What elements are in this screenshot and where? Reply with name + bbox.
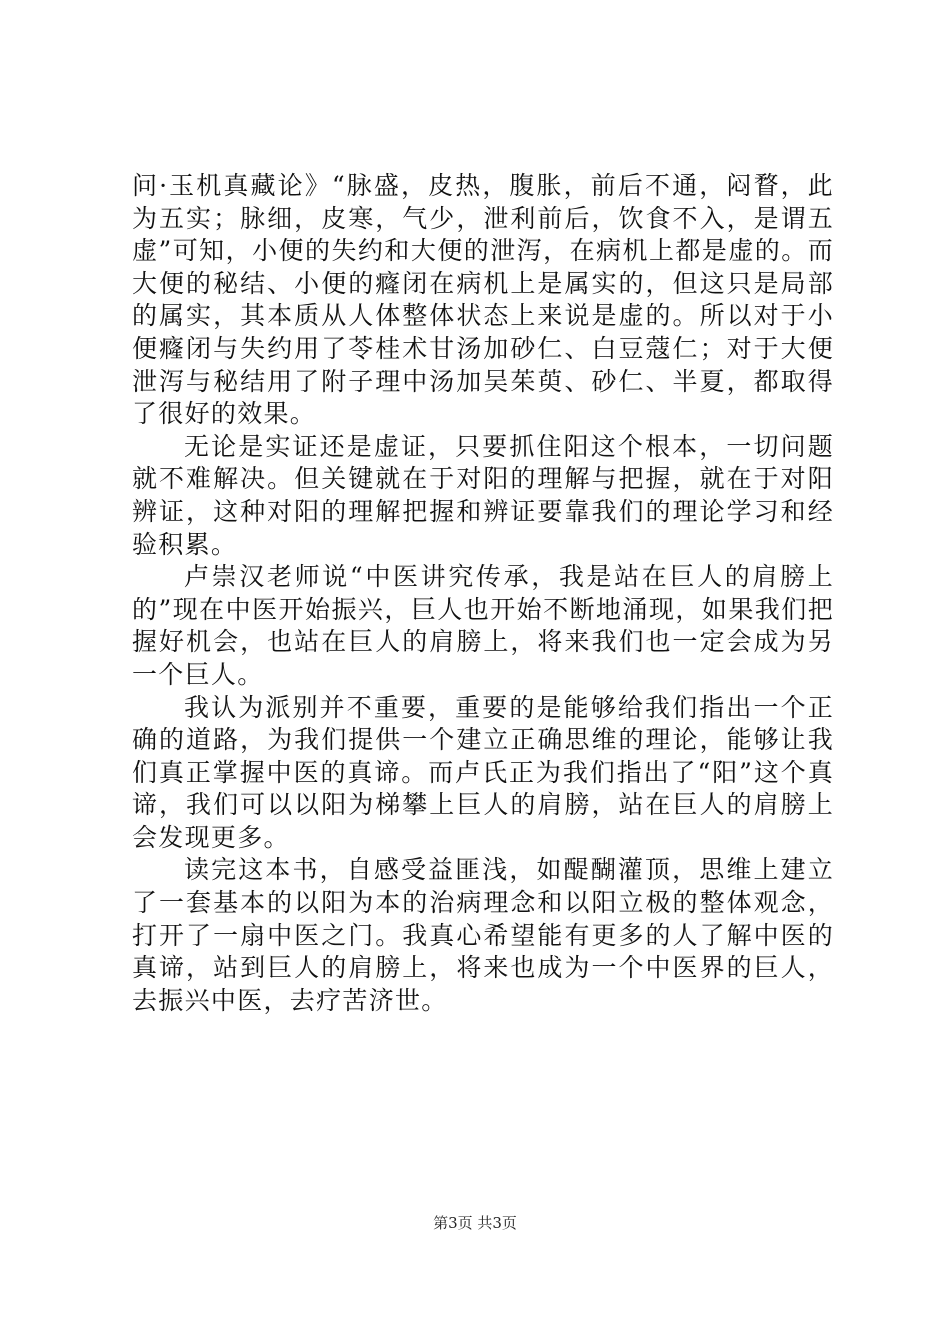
paragraph-5: 读完这本书，自感受益匪浅，如醍醐灌顶，思维上建立了一套基本的以阳为本的治病理念和以阳立极的整体观念，打开了一扇中医之门。我真心希望能有更多的人了解中医的真谛，站到巨人的肩膀上，将来也成为一个中医界的巨人，去振兴中医，去疗苦济世。 [132,855,834,1015]
paragraph-1: 问·玉机真藏论》“脉盛，皮热，腹胀，前后不通，闷瞀，此为五实；脉细，皮寒，气少，泄利前后，饮食不入，是谓五虚”可知，小便的失约和大便的泄泻，在病机上都是虚的。而大便的秘结、小便的癃闭在病机上是属实的，但这只是局部的属实，其本质从人体整体状态上来说是虚的。所以对于小便癃闭与失约用了苓桂术甘汤加砂仁、白豆蔻仁；对于大便泄泻与秘结用了附子理中汤加吴茱萸、砂仁、半夏，都取得了很好的效果。 [132,171,834,429]
paragraph-4: 我认为派别并不重要，重要的是能够给我们指出一个正确的道路，为我们提供一个建立正确思维的理论，能够让我们真正掌握中医的真谛。而卢氏正为我们指出了“阳”这个真谛，我们可以以阳为梯攀上巨人的肩膀，站在巨人的肩膀上会发现更多。 [132,692,834,852]
document-body [132,170,834,1017]
paragraph-3: 卢崇汉老师说“中医讲究传承，我是站在巨人的肩膀上的”现在中医开始振兴，巨人也开始不断地涌现，如果我们把握好机会，也站在巨人的肩膀上，将来我们也一定会成为另一个巨人。 [132,562,834,689]
paragraph-2: 无论是实证还是虚证，只要抓住阳这个根本，一切问题就不难解决。但关键就在于对阳的理解与把握，就在于对阳辨证，这种对阳的理解把握和辨证要靠我们的理论学习和经验积累。 [132,431,834,559]
page-number-footer: 第3页 共3页 [433,1214,517,1232]
